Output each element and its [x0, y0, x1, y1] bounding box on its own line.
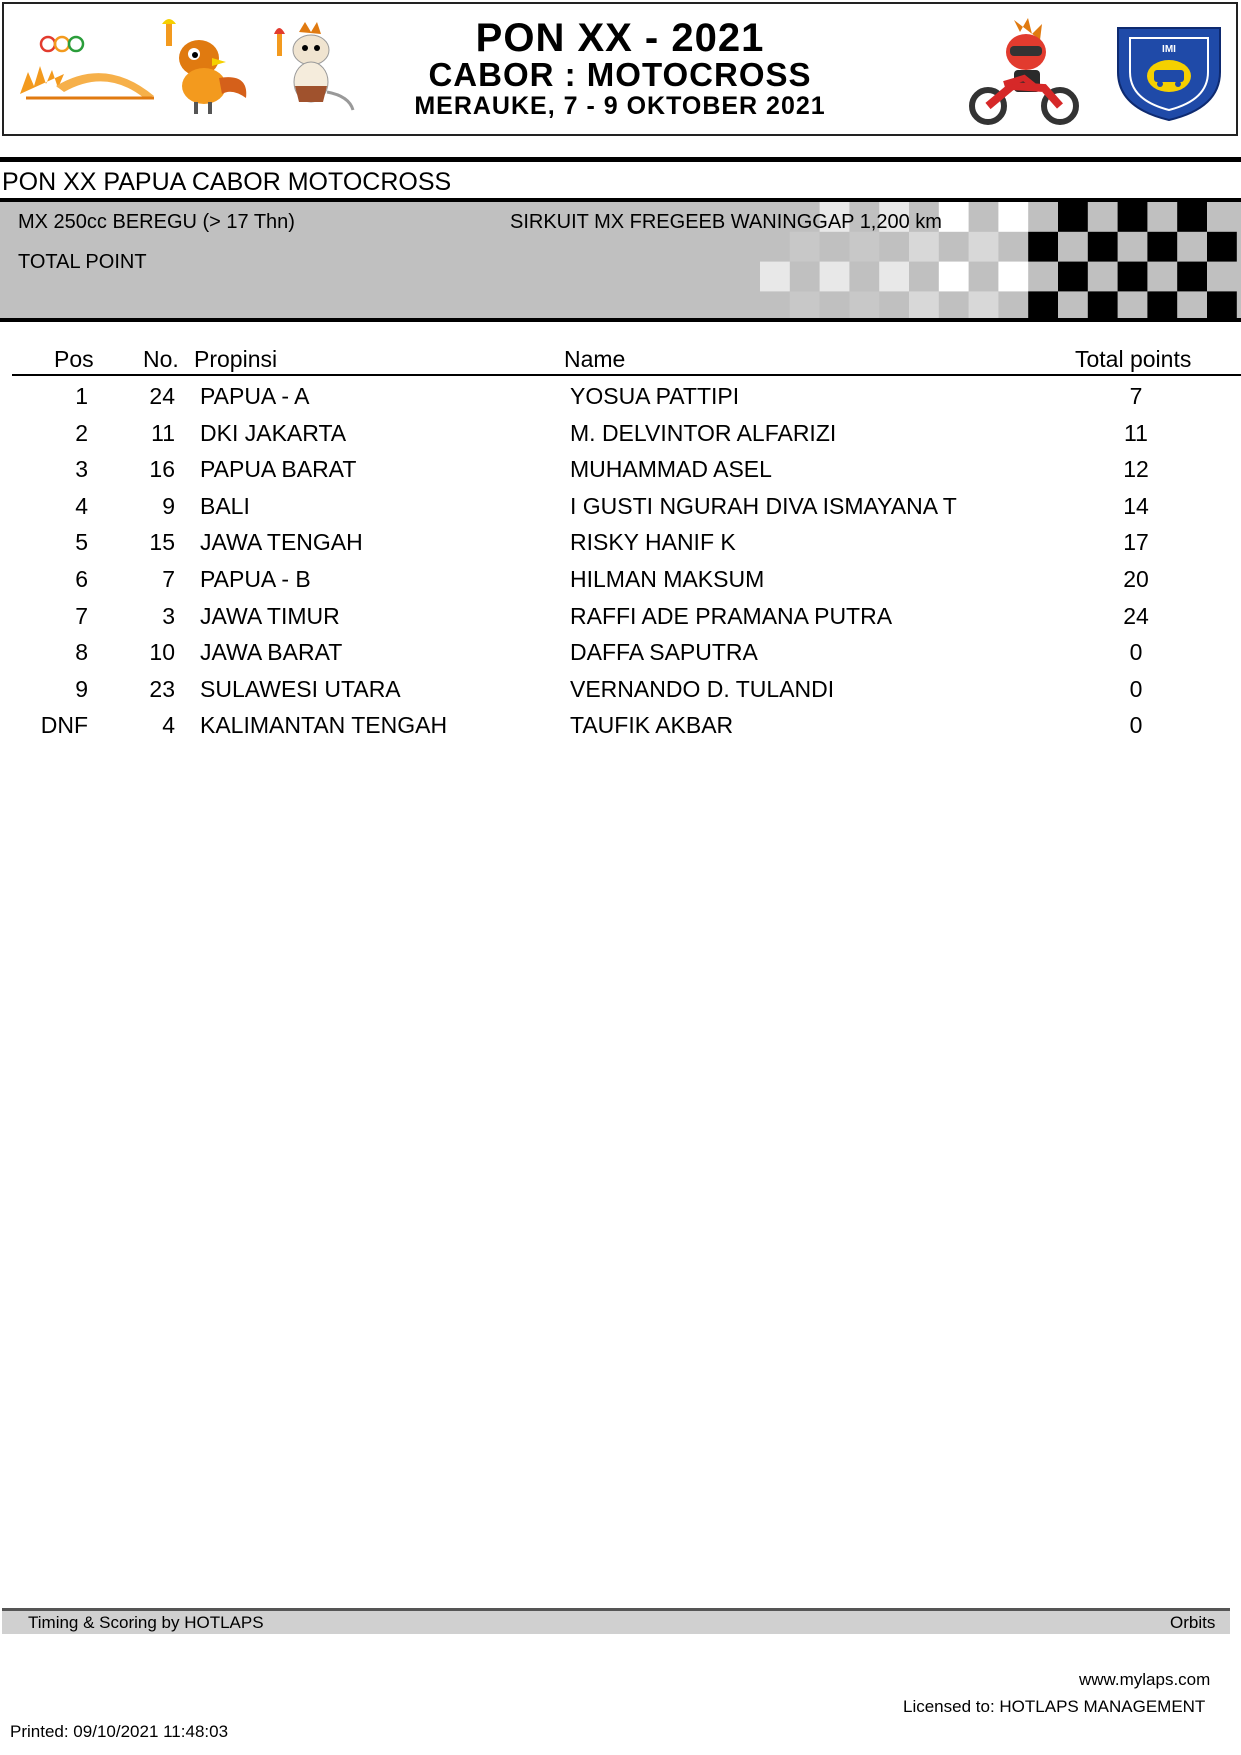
checker-square — [939, 262, 969, 292]
checker-square — [1118, 202, 1148, 232]
cell-name: HILMAN MAKSUM — [570, 566, 765, 592]
cell-pos: 8 — [75, 639, 88, 665]
imi-logo-icon — [1108, 20, 1230, 122]
cell-number: 11 — [151, 420, 175, 446]
checker-square — [998, 202, 1028, 232]
cell-total-points: 7 — [1129, 383, 1143, 409]
cell-name: MUHAMMAD ASEL — [570, 456, 772, 482]
checker-square — [909, 291, 939, 318]
cell-total-points: 20 — [1123, 566, 1149, 592]
column-header-total-points: Total points — [1075, 346, 1192, 372]
cell-pos: 1 — [75, 383, 88, 409]
cell-name: I GUSTI NGURAH DIVA ISMAYANA T — [570, 493, 957, 519]
website-link[interactable]: www.mylaps.com — [1079, 1670, 1211, 1689]
event-banner — [2, 2, 1238, 136]
cell-number: 7 — [162, 566, 175, 592]
checker-square — [1147, 291, 1177, 318]
license-info: Licensed to: HOTLAPS MANAGEMENT — [903, 1697, 1206, 1716]
banner-location-date: MERAUKE, 7 - 9 OKTOBER 2021 — [414, 92, 826, 120]
cell-total-points: 11 — [1124, 420, 1148, 446]
cell-propinsi: KALIMANTAN TENGAH — [200, 712, 448, 738]
cell-total-points: 12 — [1123, 456, 1149, 482]
checker-square — [760, 262, 790, 292]
banner-subtitle: CABOR : MOTOCROSS — [428, 56, 812, 93]
checker-square — [1118, 262, 1148, 292]
cell-total-points: 0 — [1129, 712, 1143, 738]
checker-square — [820, 262, 850, 292]
cell-total-points: 0 — [1129, 676, 1143, 702]
header-divider — [0, 157, 1241, 162]
checker-square — [1177, 262, 1207, 292]
column-header-name: Name — [564, 346, 626, 372]
cell-pos: DNF — [40, 712, 88, 738]
report-type: TOTAL POINT — [18, 251, 147, 273]
checker-square — [790, 232, 820, 262]
cell-pos: 5 — [75, 529, 88, 555]
cell-name: DAFFA SAPUTRA — [570, 639, 758, 665]
cell-name: M. DELVINTOR ALFARIZI — [570, 420, 837, 446]
cell-number: 3 — [162, 603, 175, 629]
checker-square — [1177, 202, 1207, 232]
checker-square — [1207, 232, 1237, 262]
timing-credit: Timing & Scoring by HOTLAPS — [28, 1613, 264, 1632]
cell-propinsi: JAWA TENGAH — [200, 529, 363, 555]
cell-propinsi: JAWA BARAT — [200, 639, 343, 665]
document-heading: PON XX PAPUA CABOR MOTOCROSS — [2, 168, 452, 196]
cell-number: 15 — [149, 529, 175, 555]
cell-propinsi: DKI JAKARTA — [200, 420, 347, 446]
cell-name: YOSUA PATTIPI — [570, 383, 740, 409]
banner-title: PON XX - 2021 — [475, 16, 765, 60]
cell-number: 4 — [162, 712, 175, 738]
checker-square — [909, 232, 939, 262]
cell-propinsi: JAWA TIMUR — [200, 603, 340, 629]
cell-propinsi: PAPUA BARAT — [200, 456, 357, 482]
printed-timestamp: Printed: 09/10/2021 11:48:03 — [10, 1722, 229, 1741]
checker-square — [939, 202, 969, 232]
table-header-rule — [12, 374, 1241, 376]
checker-square — [1028, 291, 1058, 318]
checker-square — [1088, 232, 1118, 262]
cell-total-points: 24 — [1123, 603, 1149, 629]
cell-name: RAFFI ADE PRAMANA PUTRA — [570, 603, 893, 629]
checker-square — [969, 232, 999, 262]
cell-propinsi: PAPUA - A — [200, 383, 310, 409]
circuit-name: SIRKUIT MX FREGEEB WANINGGAP 1,200 km — [510, 211, 942, 233]
checker-square — [790, 291, 820, 318]
cell-total-points: 0 — [1129, 639, 1143, 665]
checker-square — [1058, 202, 1088, 232]
checker-square — [1088, 291, 1118, 318]
checker-square — [969, 291, 999, 318]
column-header-no: No. — [143, 346, 179, 372]
cell-number: 23 — [149, 676, 175, 702]
cell-number: 9 — [162, 493, 175, 519]
column-header-propinsi: Propinsi — [194, 346, 278, 372]
checker-square — [849, 291, 879, 318]
cell-name: VERNANDO D. TULANDI — [570, 676, 835, 702]
cell-name: TAUFIK AKBAR — [570, 712, 734, 738]
cell-pos: 2 — [75, 420, 88, 446]
checker-square — [1058, 262, 1088, 292]
checker-square — [849, 232, 879, 262]
cell-number: 24 — [149, 383, 175, 409]
checker-square — [998, 262, 1028, 292]
cell-pos: 3 — [75, 456, 88, 482]
checker-square — [879, 262, 909, 292]
cell-number: 10 — [149, 639, 175, 665]
cell-pos: 9 — [75, 676, 88, 702]
cell-propinsi: BALI — [200, 493, 250, 519]
checker-square — [1028, 232, 1058, 262]
cell-total-points: 17 — [1123, 529, 1149, 555]
column-header-pos: Pos — [54, 346, 94, 372]
cell-number: 16 — [149, 456, 175, 482]
cell-name: RISKY HANIF K — [570, 529, 736, 555]
motocross-mascot-icon — [964, 16, 1084, 128]
checker-square — [1207, 291, 1237, 318]
cell-propinsi: PAPUA - B — [200, 566, 311, 592]
race-category: MX 250cc BEREGU (> 17 Thn) — [18, 211, 295, 233]
cell-pos: 4 — [75, 493, 88, 519]
cell-pos: 6 — [75, 566, 88, 592]
cell-pos: 7 — [75, 603, 88, 629]
imi-logo-abbr: IMI — [1162, 44, 1176, 55]
checker-square — [1147, 232, 1177, 262]
cell-total-points: 14 — [1123, 493, 1149, 519]
software-name: Orbits — [1170, 1613, 1216, 1632]
cell-propinsi: SULAWESI UTARA — [200, 676, 401, 702]
